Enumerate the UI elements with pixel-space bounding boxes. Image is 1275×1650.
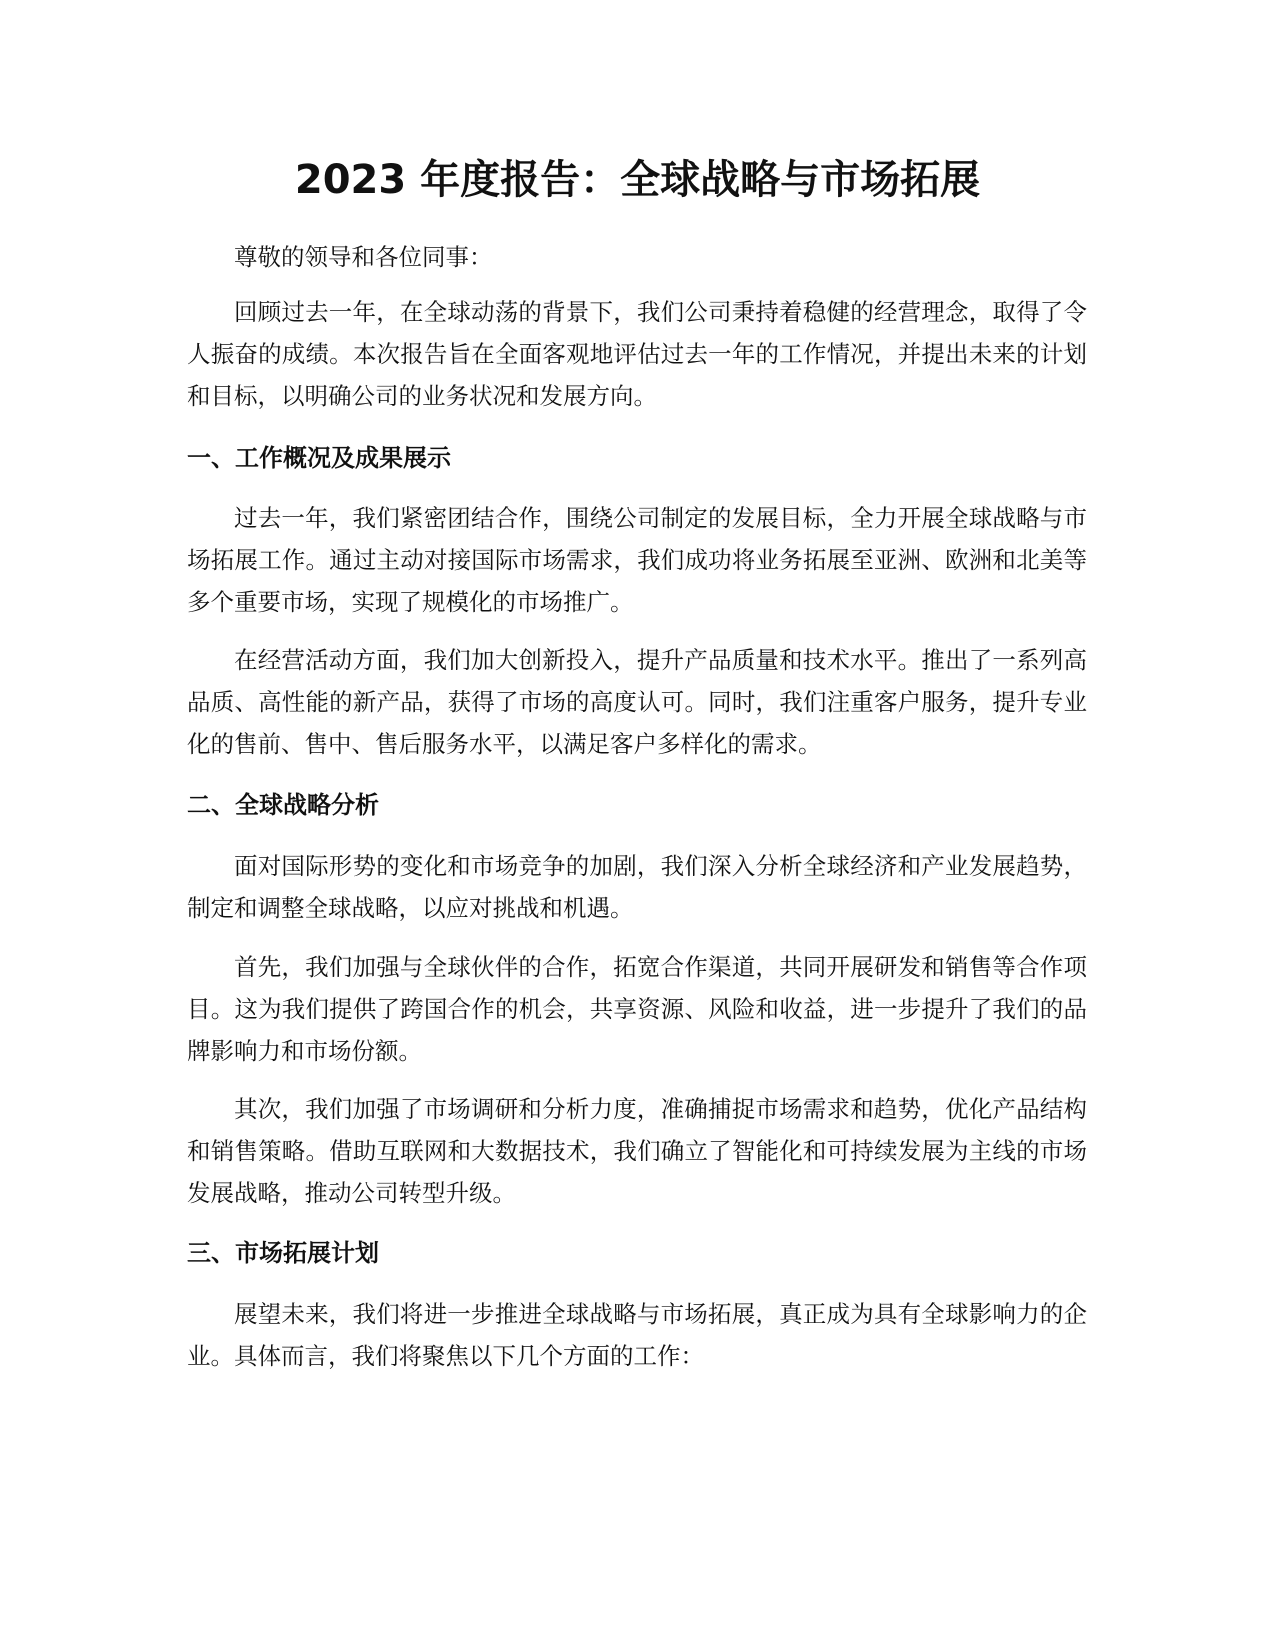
section-2-paragraph-3: 其次，我们加强了市场调研和分析力度，准确捕捉市场需求和趋势，优化产品结构和销售策略。借助互联网和大数据技术，我们确立了智能化和可持续发展为主线的市场发展战略，推动公司转型升级。: [187, 1095, 1087, 1207]
section-3-paragraph-1: 展望未来，我们将进一步推进全球战略与市场拓展，真正成为具有全球影响力的企业。具体而言，我们将聚焦以下几个方面的工作：: [187, 1300, 1087, 1370]
document-title: 2023 年度报告：全球战略与市场拓展: [294, 157, 981, 203]
section-heading-3: 三、市场拓展计划: [187, 1239, 379, 1267]
section-heading-1: 一、工作概况及成果展示: [187, 444, 451, 472]
section-1-paragraph-2: 在经营活动方面，我们加大创新投入，提升产品质量和技术水平。推出了一系列高品质、高性能的新产品，获得了市场的高度认可。同时，我们注重客户服务，提升专业化的售前、售中、售后服务水平，以满足客户多样化的需求。: [187, 646, 1087, 758]
section-2-paragraph-1: 面对国际形势的变化和市场竞争的加剧，我们深入分析全球经济和产业发展趋势，制定和调整全球战略，以应对挑战和机遇。: [187, 852, 1087, 922]
section-2-paragraph-2: 首先，我们加强与全球伙伴的合作，拓宽合作渠道，共同开展研发和销售等合作项目。这为我们提供了跨国合作的机会，共享资源、风险和收益，进一步提升了我们的品牌影响力和市场份额。: [187, 953, 1087, 1065]
section-heading-2: 二、全球战略分析: [187, 791, 379, 819]
section-1-paragraph-1: 过去一年，我们紧密团结合作，围绕公司制定的发展目标，全力开展全球战略与市场拓展工作。通过主动对接国际市场需求，我们成功将业务拓展至亚洲、欧洲和北美等多个重要市场，实现了规模化的市场推广。: [187, 504, 1087, 616]
greeting: 尊敬的领导和各位同事：: [234, 243, 493, 271]
intro-paragraph: 回顾过去一年，在全球动荡的背景下，我们公司秉持着稳健的经营理念，取得了令人振奋的成绩。本次报告旨在全面客观地评估过去一年的工作情况，并提出未来的计划和目标，以明确公司的业务状况和发展方向。: [187, 298, 1087, 410]
